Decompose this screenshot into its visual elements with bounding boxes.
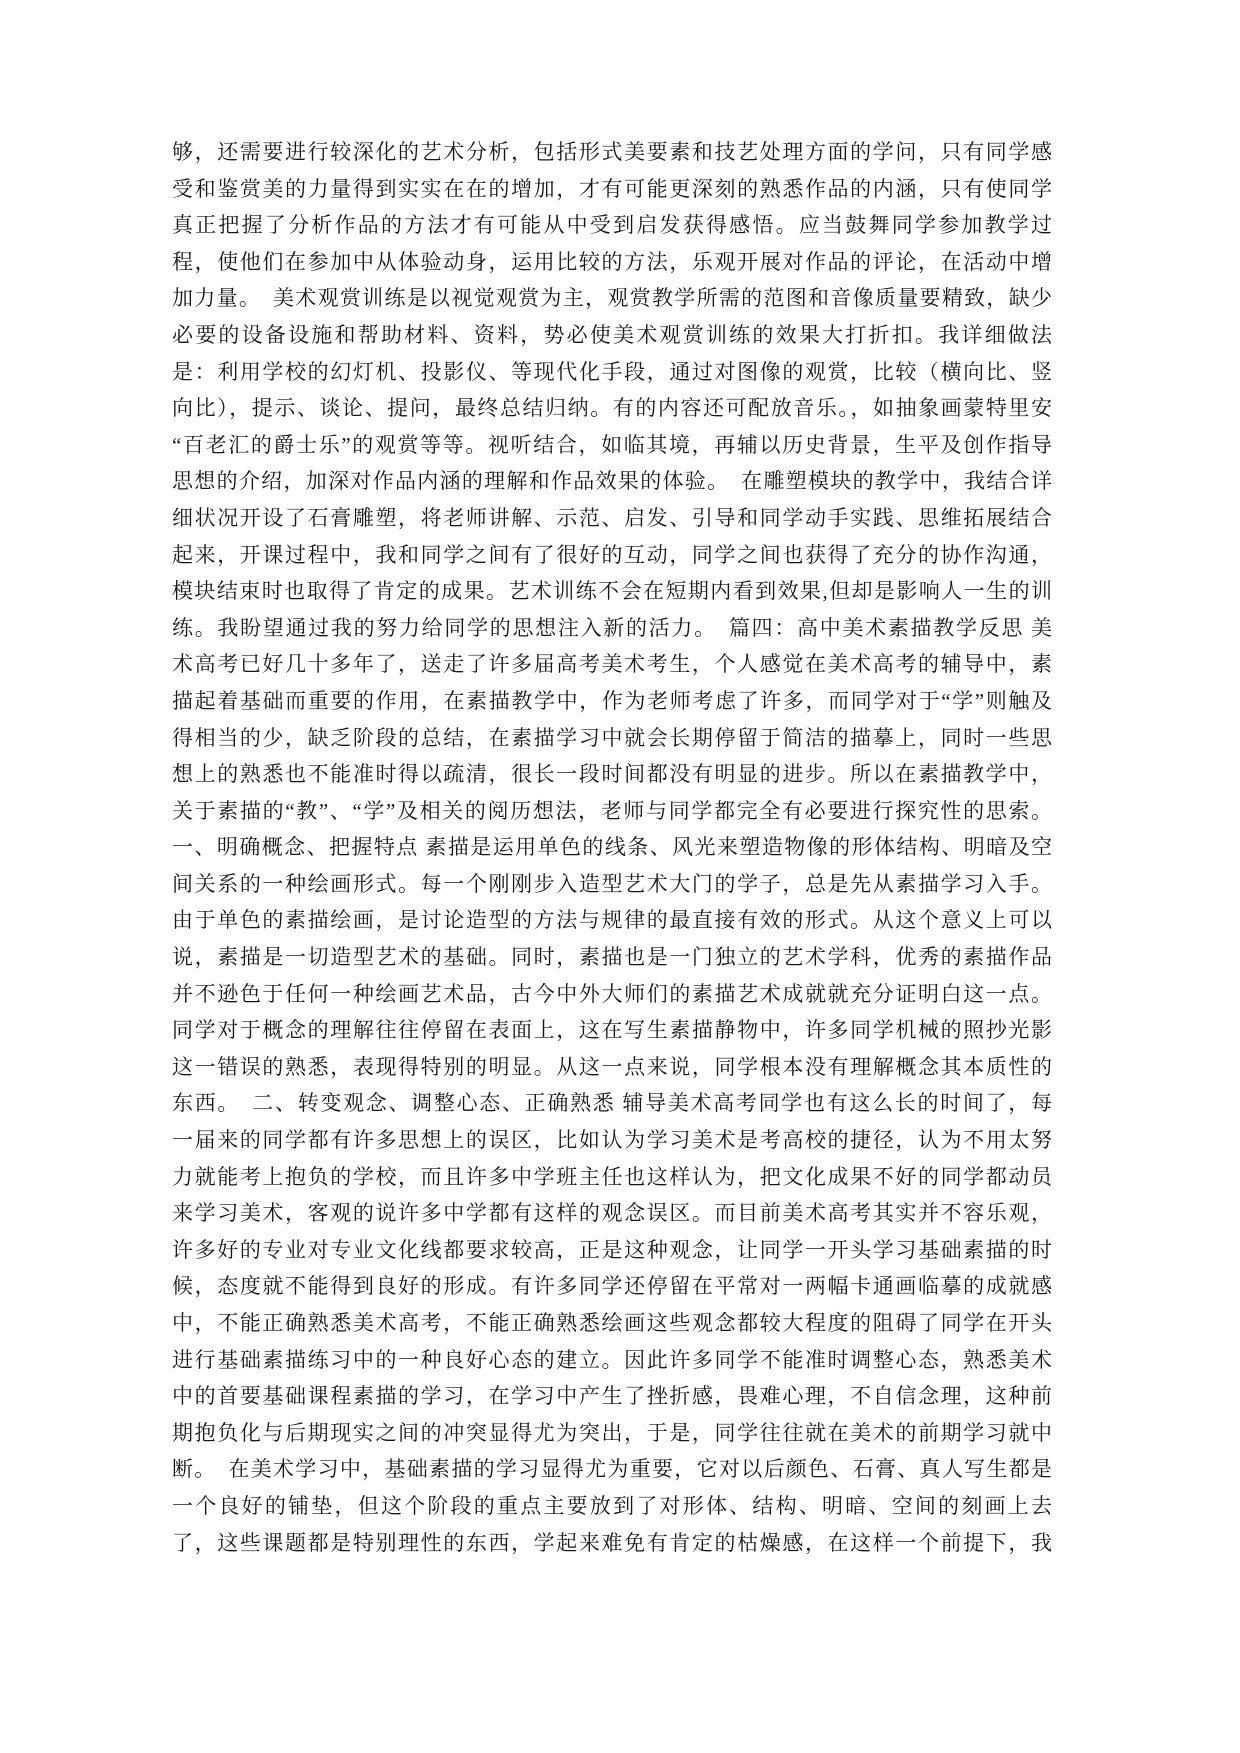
text-line: 向比），提示、谈论、提问，最终总结归纳。有的内容还可配放音乐。，如抽象画蒙特里安 [172, 396, 1052, 421]
text-line: 关于素描的“教”、“学”及相关的阅历想法，老师与同学都完全有必要进行探究性的思索。 [172, 798, 1052, 823]
text-line: 并不逊色于任何一种绘画艺术品，古今中外大师们的素描艺术成就就充分证明白这一点。 [172, 981, 1052, 1006]
text-line: “百老汇的爵士乐”的观赏等等。视听结合，如临其境，再辅以历史背景，生平及创作指导 [172, 432, 1052, 457]
text-line: 必要的设备设施和帮助材料、资料，势必使美术观赏训练的效果大打折扣。我详细做法 [172, 322, 1052, 347]
text-line: 一、明确概念、把握特点 素描是运用单色的线条、风光来塑造物像的形体结构、明暗及空 [172, 835, 1052, 860]
text-line: 断。 在美术学习中，基础素描的学习显得尤为重要，它对以后颜色、石膏、真人写生都是 [172, 1457, 1052, 1482]
text-line: 够，还需要进行较深化的艺术分析，包括形式美要素和技艺处理方面的学问，只有同学感 [172, 140, 1052, 164]
text-line: 细状况开设了石膏雕塑，将老师讲解、示范、启发、引导和同学动手实践、思维拓展结合 [172, 505, 1052, 530]
text-line: 期抱负化与后期现实之间的冲突显得尤为突出，于是，同学往往就在美术的前期学习就中 [172, 1420, 1052, 1445]
text-line: 中的首要基础课程素描的学习，在学习中产生了挫折感，畏难心理，不自信念理，这种前 [172, 1384, 1052, 1409]
text-line: 描起着基础而重要的作用，在素描教学中，作为老师考虑了许多，而同学对于“学”则触及 [172, 688, 1052, 713]
document-text-block [172, 134, 1052, 1561]
text-line: 得相当的少，缺乏阶段的总结，在素描学习中就会长期停留于简洁的描摹上，同时一些思 [172, 725, 1052, 750]
text-line: 同学对于概念的理解往往停留在表面上，这在写生素描静物中，许多同学机械的照抄光影 [172, 1018, 1052, 1043]
text-line: 术高考已好几十多年了，送走了许多届高考美术考生，个人感觉在美术高考的辅导中，素 [172, 652, 1052, 677]
text-line: 候，态度就不能得到良好的形成。有许多同学还停留在平常对一两幅卡通画临摹的成就感 [172, 1274, 1052, 1299]
text-line: 程，使他们在参加中从体验动身，运用比较的方法，乐观开展对作品的评论，在活动中增 [172, 249, 1052, 274]
text-line: 许多好的专业对专业文化线都要求较高，正是这种观念，让同学一开头学习基础素描的时 [172, 1237, 1052, 1262]
text-line: 东西。 二、转变观念、调整心态、正确熟悉 辅导美术高考同学也有这么长的时间了，每 [172, 1091, 1052, 1116]
text-line: 一个良好的铺垫，但这个阶段的重点主要放到了对形体、结构、明暗、空间的刻画上去 [172, 1493, 1052, 1518]
text-line: 真正把握了分析作品的方法才有可能从中受到启发获得感悟。应当鼓舞同学参加教学过 [172, 213, 1052, 238]
text-line: 思想的介绍，加深对作品内涵的理解和作品效果的体验。 在雕塑模块的教学中，我结合详 [172, 469, 1052, 494]
text-line: 受和鉴赏美的力量得到实实在在的增加，才有可能更深刻的熟悉作品的内涵，只有使同学 [172, 176, 1052, 201]
text-line: 进行基础素描练习中的一种良好心态的建立。因此许多同学不能准时调整心态，熟悉美术 [172, 1347, 1052, 1372]
text-line: 由于单色的素描绘画，是讨论造型的方法与规律的最直接有效的形式。从这个意义上可以 [172, 908, 1052, 933]
text-line: 模块结束时也取得了肯定的成果。艺术训练不会在短期内看到效果,但却是影响人一生的训 [172, 579, 1052, 604]
text-line: 力就能考上抱负的学校，而且许多中学班主任也这样认为，把文化成果不好的同学都动员 [172, 1164, 1052, 1189]
text-line: 加力量。 美术观赏训练是以视觉观赏为主，观赏教学所需的范图和音像质量要精致，缺少 [172, 286, 1052, 311]
text-line: 说，素描是一切造型艺术的基础。同时，素描也是一门独立的艺术学科，优秀的素描作品 [172, 945, 1052, 970]
text-line: 想上的熟悉也不能准时得以疏清，很长一段时间都没有明显的进步。所以在素描教学中， [172, 762, 1052, 787]
text-line: 一届来的同学都有许多思想上的误区，比如认为学习美术是考高校的捷径，认为不用太努 [172, 1128, 1052, 1153]
text-line: 这一错误的熟悉，表现得特别的明显。从这一点来说，同学根本没有理解概念其本质性的 [172, 1054, 1052, 1079]
text-line: 中，不能正确熟悉美术高考，不能正确熟悉绘画这些观念都较大程度的阻碍了同学在开头 [172, 1311, 1052, 1335]
text-line: 来学习美术，客观的说许多中学都有这样的观念误区。而目前美术高考其实并不容乐观， [172, 1201, 1052, 1226]
text-line: 练。我盼望通过我的努力给同学的思想注入新的活力。 篇四：高中美术素描教学反思 美 [172, 615, 1052, 640]
text-line: 间关系的一种绘画形式。每一个刚刚步入造型艺术大门的学子，总是先从素描学习入手。 [172, 871, 1052, 896]
text-line: 是：利用学校的幻灯机、投影仪、等现代化手段，通过对图像的观赏，比较（横向比、竖 [172, 359, 1052, 384]
text-line: 了，这些课题都是特别理性的东西，学起来难免有肯定的枯燥感，在这样一个前提下，我 [172, 1530, 1052, 1555]
text-line: 起来，开课过程中，我和同学之间有了很好的互动，同学之间也获得了充分的协作沟通， [172, 542, 1052, 567]
